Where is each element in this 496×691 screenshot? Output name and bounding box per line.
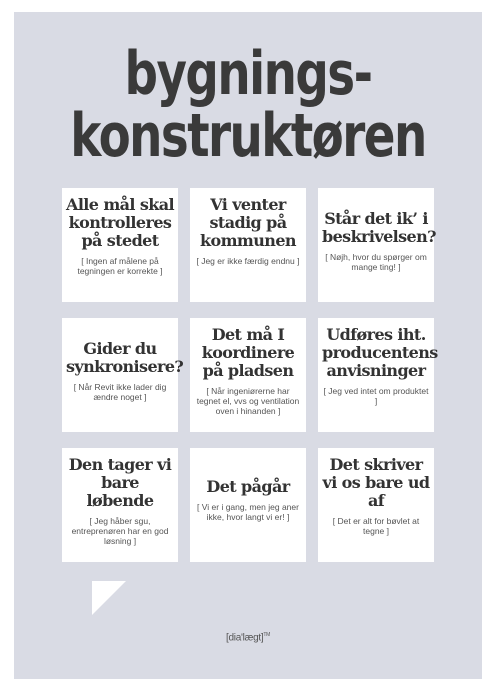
card-quote: Står det ik’ i beskrivelsen? (322, 209, 436, 246)
quote-card (190, 318, 306, 432)
quote-card (62, 188, 178, 302)
card-quote: Vi venter stadig på kommunen (200, 195, 296, 250)
card-quote: Den tager vi bare løbende (68, 455, 172, 510)
brand-logo (14, 632, 482, 643)
quote-card (190, 188, 306, 302)
card-aside: [ Når Revit ikke lader dig ændre noget ] (73, 382, 167, 402)
card-quote: Udføres iht. producentens anvisninger (322, 325, 438, 380)
card-aside: [ Jeg håber sgu, entreprenøren har en god løsning ] (71, 516, 169, 546)
card-aside: [ Det er alt for bøvlet at tegne ] (332, 516, 420, 536)
title-line-2: konstruktøren (70, 101, 426, 171)
speech-bubble-tail (92, 581, 126, 615)
quote-card (318, 448, 434, 562)
card-quote: Gider du synkronisere? (66, 339, 184, 376)
quote-card (318, 188, 434, 302)
title-line-1: bygnings- (124, 39, 372, 109)
poster-background (14, 12, 482, 679)
card-aside: [ Jeg ved intet om produktet ] (323, 386, 429, 406)
quote-card (190, 448, 306, 562)
card-aside: [ Ingen af målene på tegningen er korrekte ] (77, 256, 163, 276)
card-aside: [ Vi er i gang, men jeg aner ikke, hvor langt vi er! ] (197, 502, 299, 522)
logo-trademark: TM (263, 632, 270, 638)
quote-card (62, 318, 184, 432)
card-aside: [ Nøjh, hvor du spørger om mange ting! ] (325, 252, 427, 272)
card-aside: [ Når ingeniørerne har tegnet el, vvs og ventilation oven i hinanden ] (196, 386, 300, 416)
card-quote: Det skriver vi os bare ud af (322, 455, 430, 510)
logo-text: [dia'lægt] (226, 632, 264, 644)
card-quote: Det pågår (206, 477, 290, 496)
card-quote: Det må I koordinere på pladsen (201, 325, 295, 380)
quote-card (62, 448, 178, 562)
card-aside: [ Jeg er ikke færdig endnu ] (196, 256, 300, 266)
card-quote: Alle mål skal kontrolleres på stedet (66, 195, 175, 250)
quote-card (318, 318, 438, 432)
